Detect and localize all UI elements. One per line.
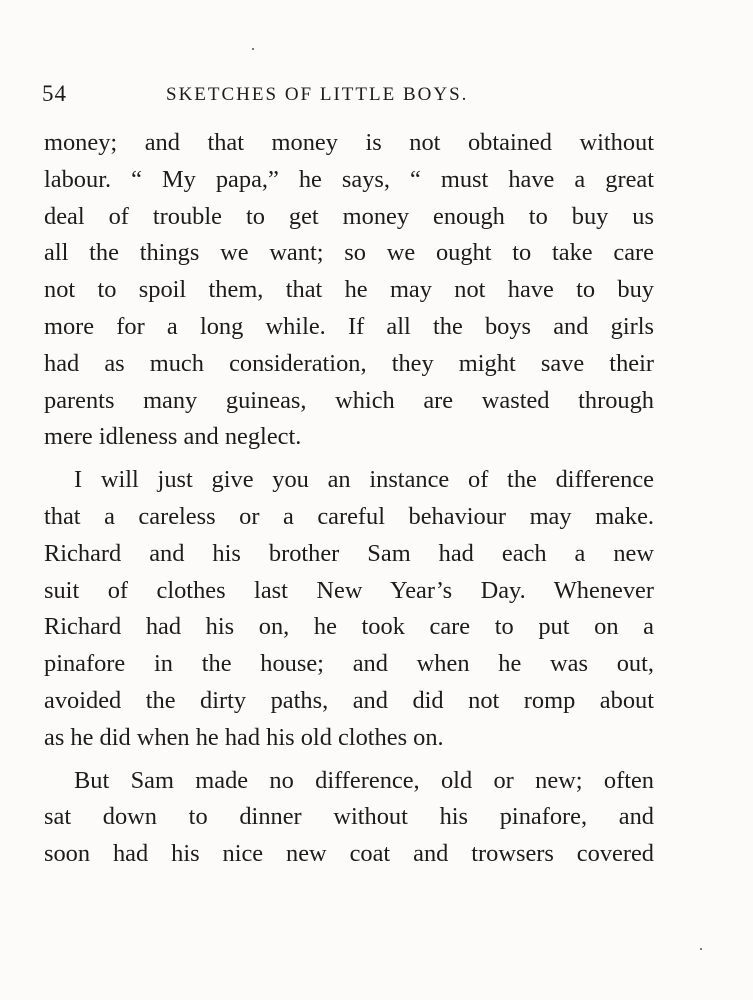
text-line: more for a long while. If all the boys and girls bbox=[44, 312, 654, 340]
text-line: pinafore in the house; and when he was out, bbox=[44, 650, 654, 678]
text-line: sat down to dinner without his pinafore, and bbox=[44, 803, 654, 831]
paragraph bbox=[44, 763, 654, 873]
text-line: that a careless or a careful behaviour may make. bbox=[44, 502, 654, 530]
ink-speck bbox=[252, 48, 254, 50]
text-line: mere idleness and neglect. bbox=[44, 423, 302, 451]
text-line: as he did when he had his old clothes on. bbox=[44, 723, 444, 751]
body-text bbox=[44, 125, 654, 873]
ink-speck bbox=[700, 948, 702, 950]
text-line: But Sam made no difference, old or new; often bbox=[74, 766, 654, 794]
text-line: money; and that money is not obtained without bbox=[44, 129, 654, 156]
paragraph bbox=[44, 462, 654, 756]
text-line: Richard had his on, he took care to put on a bbox=[44, 613, 654, 641]
text-line: had as much consideration, they might save their bbox=[44, 349, 654, 377]
text-line: soon had his nice new coat and trowsers covered bbox=[44, 840, 654, 868]
text-line: I will just give you an instance of the difference bbox=[74, 466, 654, 494]
running-head: SKETCHES OF LITTLE BOYS. bbox=[166, 84, 469, 105]
paragraph bbox=[44, 125, 654, 456]
text-line: parents many guineas, which are wasted through bbox=[44, 386, 654, 414]
text-line: suit of clothes last New Year’s Day. Whenever bbox=[44, 576, 654, 604]
text-line: labour. “ My papa,” he says, “ must have a great bbox=[44, 165, 654, 193]
page-header bbox=[42, 81, 654, 111]
text-line: avoided the dirty paths, and did not romp about bbox=[44, 686, 654, 714]
text-line: not to spoil them, that he may not have to buy bbox=[44, 276, 654, 304]
text-line: deal of trouble to get money enough to buy us bbox=[44, 202, 654, 230]
text-line: all the things we want; so we ought to take care bbox=[44, 239, 654, 267]
page-number: 54 bbox=[42, 81, 67, 106]
text-line: Richard and his brother Sam had each a new bbox=[44, 539, 654, 567]
